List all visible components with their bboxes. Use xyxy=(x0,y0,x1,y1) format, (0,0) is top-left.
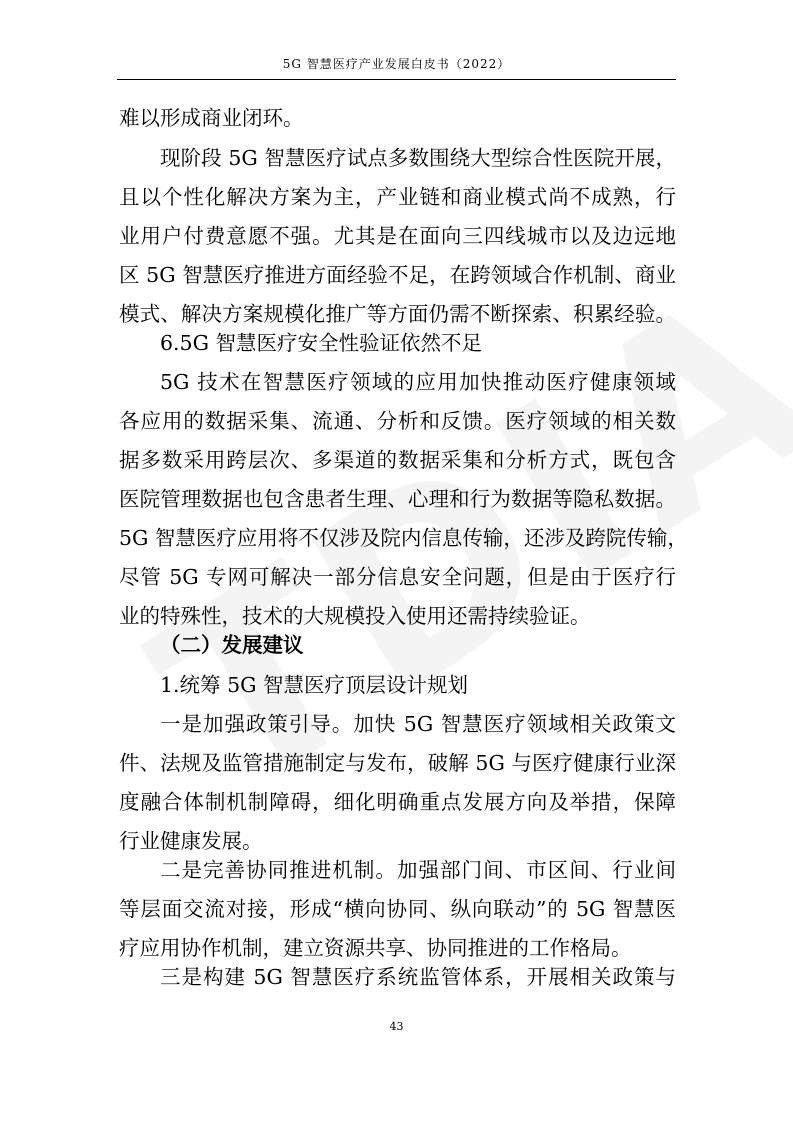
text-line: 模式、解决方案规模化推广等方面仍需不断探索、积累经验。 xyxy=(119,302,676,326)
text-line: 各应用的数据采集、流通、分析和反馈。医疗领域的相关数 xyxy=(119,409,676,433)
text-line: 疗应用协作机制，建立资源共享、协同推进的工作格局。 xyxy=(119,936,632,960)
text-line: 且以个性化解决方案为主，产业链和商业模式尚不成熟，行 xyxy=(119,185,676,209)
text-line: 三是构建 5G 智慧医疗系统监管体系，开展相关政策与 xyxy=(160,965,676,989)
text-line: 尽管 5G 专网可解决一部分信息安全问题，但是由于医疗行 xyxy=(119,565,676,589)
section-heading: （二）发展建议 xyxy=(160,633,304,657)
text-line: 区 5G 智慧医疗推进方面经验不足，在跨领域合作机制、商业 xyxy=(119,263,676,287)
header-rule xyxy=(117,79,676,80)
page-number: 43 xyxy=(389,1020,404,1033)
text-line: 等层面交流对接，形成“横向协同、纵向联动”的 5G 智慧医 xyxy=(119,897,676,921)
text-line: 医院管理数据也包含患者生理、心理和行为数据等隐私数据。 xyxy=(119,487,676,511)
page-header-title: 5G 智慧医疗产业发展白皮书（2022） xyxy=(282,57,511,71)
text-line: 件、法规及监管措施制定与发布，破解 5G 与医疗健康行业深 xyxy=(119,751,676,775)
text-line: 据多数采用跨层次、多渠道的数据采集和分析方式，既包含 xyxy=(119,448,676,472)
section-heading: 6.5G 智慧医疗安全性验证依然不足 xyxy=(160,331,482,355)
text-line: 一是加强政策引导。加快 5G 智慧医疗领域相关政策文 xyxy=(160,712,676,736)
text-line: 现阶段 5G 智慧医疗试点多数围绕大型综合性医院开展， xyxy=(160,146,676,170)
text-line: 行业健康发展。 xyxy=(119,829,263,853)
text-line: 二是完善协同推进机制。加强部门间、市区间、行业间 xyxy=(160,858,676,882)
text-line: 业的特殊性，技术的大规模投入使用还需持续验证。 xyxy=(119,604,591,628)
text-line: 难以形成商业闭环。 xyxy=(119,106,304,130)
sub-heading: 1.统筹 5G 智慧医疗顶层设计规划 xyxy=(160,673,469,697)
text-line: 5G 技术在智慧医疗领域的应用加快推动医疗健康领域 xyxy=(160,370,676,394)
text-line: 度融合体制机制障碍，细化明确重点发展方向及举措，保障 xyxy=(119,790,676,814)
text-line: 5G 智慧医疗应用将不仅涉及院内信息传输，还涉及跨院传输， xyxy=(119,526,688,550)
text-line: 业用户付费意愿不强。尤其是在面向三四线城市以及边远地 xyxy=(119,224,676,248)
